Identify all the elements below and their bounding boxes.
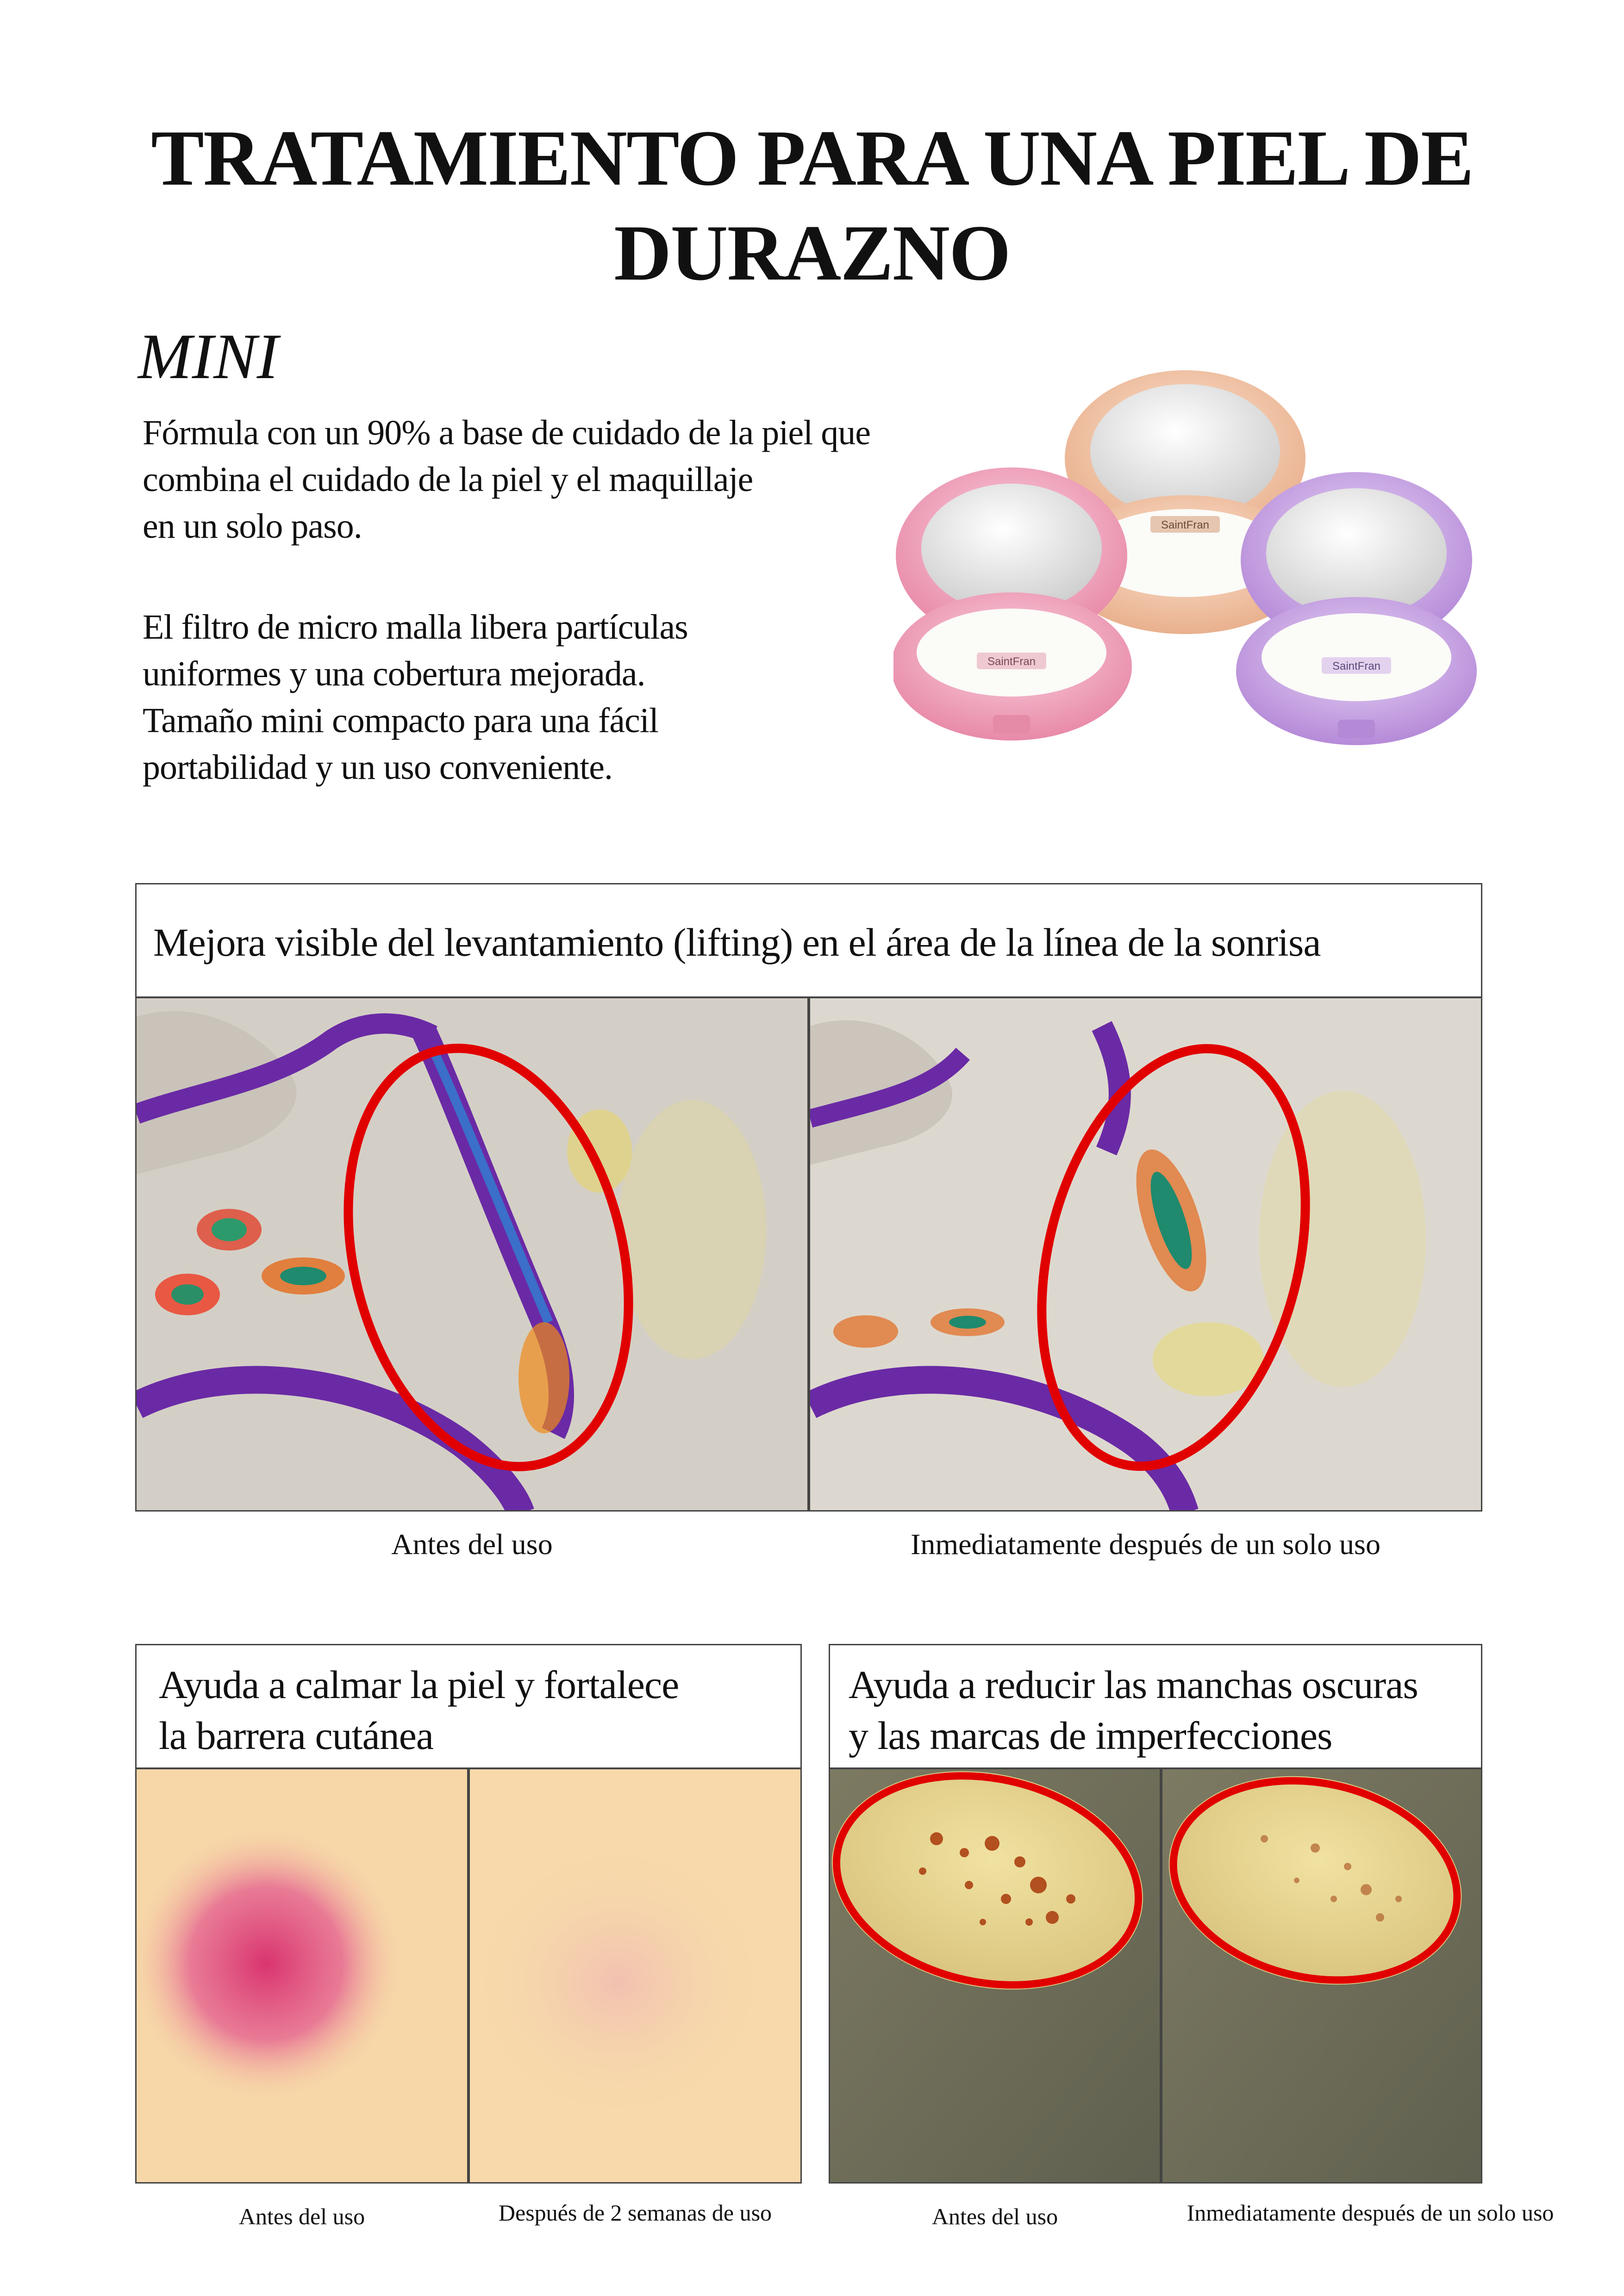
lifting-before-image — [135, 997, 809, 1512]
title-line-1: TRATAMIENTO PARA UNA PIEL DE — [151, 114, 1473, 202]
calm-after-image — [468, 1768, 802, 2184]
calm-section-heading: Ayuda a calmar la piel y fortalece la barrera cutánea — [159, 1662, 679, 1758]
calm-caption-before: Antes del uso — [238, 2203, 365, 2229]
lifting-section-heading-box — [135, 883, 1482, 998]
lifting-after-image — [809, 997, 1482, 1512]
lifting-caption-before: Antes del uso — [391, 1528, 553, 1561]
spots-after-image — [1161, 1768, 1482, 2184]
calm-section-heading-box — [135, 1644, 802, 1769]
lifting-section-heading: Mejora visible del levantamiento (lifting) en el área de la línea de la sonrisa — [153, 920, 1321, 964]
spots-before-image — [829, 1768, 1161, 2184]
calm-caption-after: Después de 2 semanas de uso — [498, 2200, 772, 2226]
spots-caption-before: Antes del uso — [931, 2203, 1058, 2229]
spots-section-heading: Ayuda a reducir las manchas oscuras y las marcas de imperfecciones — [849, 1662, 1418, 1758]
spots-section-heading-box — [829, 1644, 1482, 1769]
brand-text: SaintFran — [1332, 660, 1381, 672]
calm-before-image — [135, 1768, 468, 2184]
product-subtitle: MINI — [138, 321, 279, 392]
page-title — [0, 111, 1624, 301]
lifting-caption-after: Inmediatamente después de un solo uso — [911, 1528, 1380, 1561]
description-paragraph-2: El filtro de micro malla libera partículas uniformes y una cobertura mejorada. Tamaño mini compacto para una fácil portabilidad y un uso conveniente. — [143, 608, 688, 787]
description-paragraph-1: Fórmula con un 90% a base de cuidado de la piel que combina el cuidado de la piel y el maquillaje en un solo paso. — [143, 413, 870, 546]
spots-caption-after: Inmediatamente después de un solo uso — [1187, 2200, 1554, 2226]
product-image — [893, 370, 1477, 773]
brand-text: SaintFran — [987, 655, 1036, 668]
brand-text: SaintFran — [1161, 519, 1210, 531]
title-line-2: DURAZNO — [614, 209, 1010, 297]
